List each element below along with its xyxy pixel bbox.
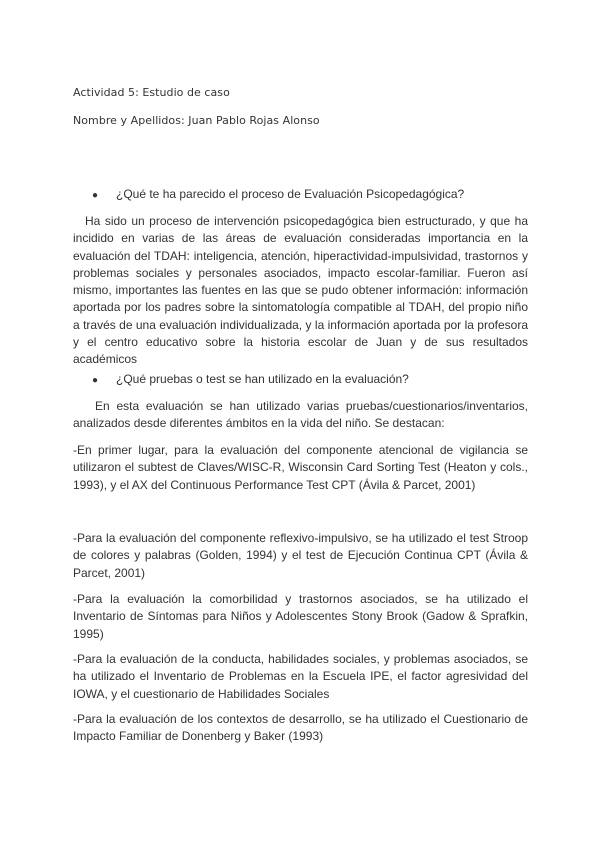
question-2 [92, 372, 409, 386]
test-item-5: -Para la evaluación de los contextos de desarrollo, se ha utilizado el Cuestionario de Impacto Familiar de Donenberg y Baker (1993) [73, 712, 528, 744]
test-item-2: -Para la evaluación del componente reflexivo-impulsivo, se ha utilizado el test Stroop de colores y palabras (Golden, 1994) y el test de Ejecución Continua CPT (Ávila & Parcet, 2001) [73, 531, 528, 580]
question-2-text: ¿Qué pruebas o test se han utilizado en la evaluación? [116, 372, 409, 386]
answer-2-intro: En esta evaluación se han utilizado varias pruebas/cuestionarios/inventarios, analizados desde diferentes ámbitos en la vida del niño. Se destacan: [73, 399, 528, 431]
activity-title: Actividad 5: Estudio de caso [73, 86, 230, 99]
student-name: Nombre y Apellidos: Juan Pablo Rojas Alonso [73, 114, 320, 127]
question-1-text: ¿Qué te ha parecido el proceso de Evaluación Psicopedagógica? [116, 187, 465, 201]
bullet-icon: ● [92, 190, 99, 201]
test-item-1: -En primer lugar, para la evaluación del componente atencional de vigilancia se utilizaron el subtest de Claves/WISC-R, Wisconsin Card Sorting Test (Heaton y cols., 1993), y el AX del Continuous Performance Test CPT (Ávila & Parcet, 2001) [73, 443, 528, 492]
test-item-3: -Para la evaluación la comorbilidad y trastornos asociados, se ha utilizado el Inventario de Síntomas para Niños y Adolescentes Stony Brook (Gadow & Sprafkin, 1995) [73, 592, 528, 641]
answer-1: Ha sido un proceso de intervención psicopedagógica bien estructurado, y que ha incidido en varias de las áreas de evaluación consideradas importancia en la evaluación del TDAH: inteligencia, atención, hiperactividad-impulsividad, trastornos y problemas sociales y personales asociados, impacto escolar-familiar. Fueron así mismo, importantes las fuentes en las que se pudo obtener información: información aportada por los padres sobre la sintomatología compatible al TDAH, del propio niño a través de una evaluación individualizada, y la información aportada por la profesora y el centro educativo sobre la historia escolar de Juan y de sus resultados académicos [73, 214, 528, 367]
test-item-4: -Para la evaluación de la conducta, habilidades sociales, y problemas asociados, se ha utilizado el Inventario de Problemas en la Escuela IPE, el factor agresividad del IOWA, y el cuestionario de Habilidades Sociales [73, 652, 528, 701]
question-1 [92, 187, 464, 201]
bullet-icon: ● [92, 375, 99, 386]
